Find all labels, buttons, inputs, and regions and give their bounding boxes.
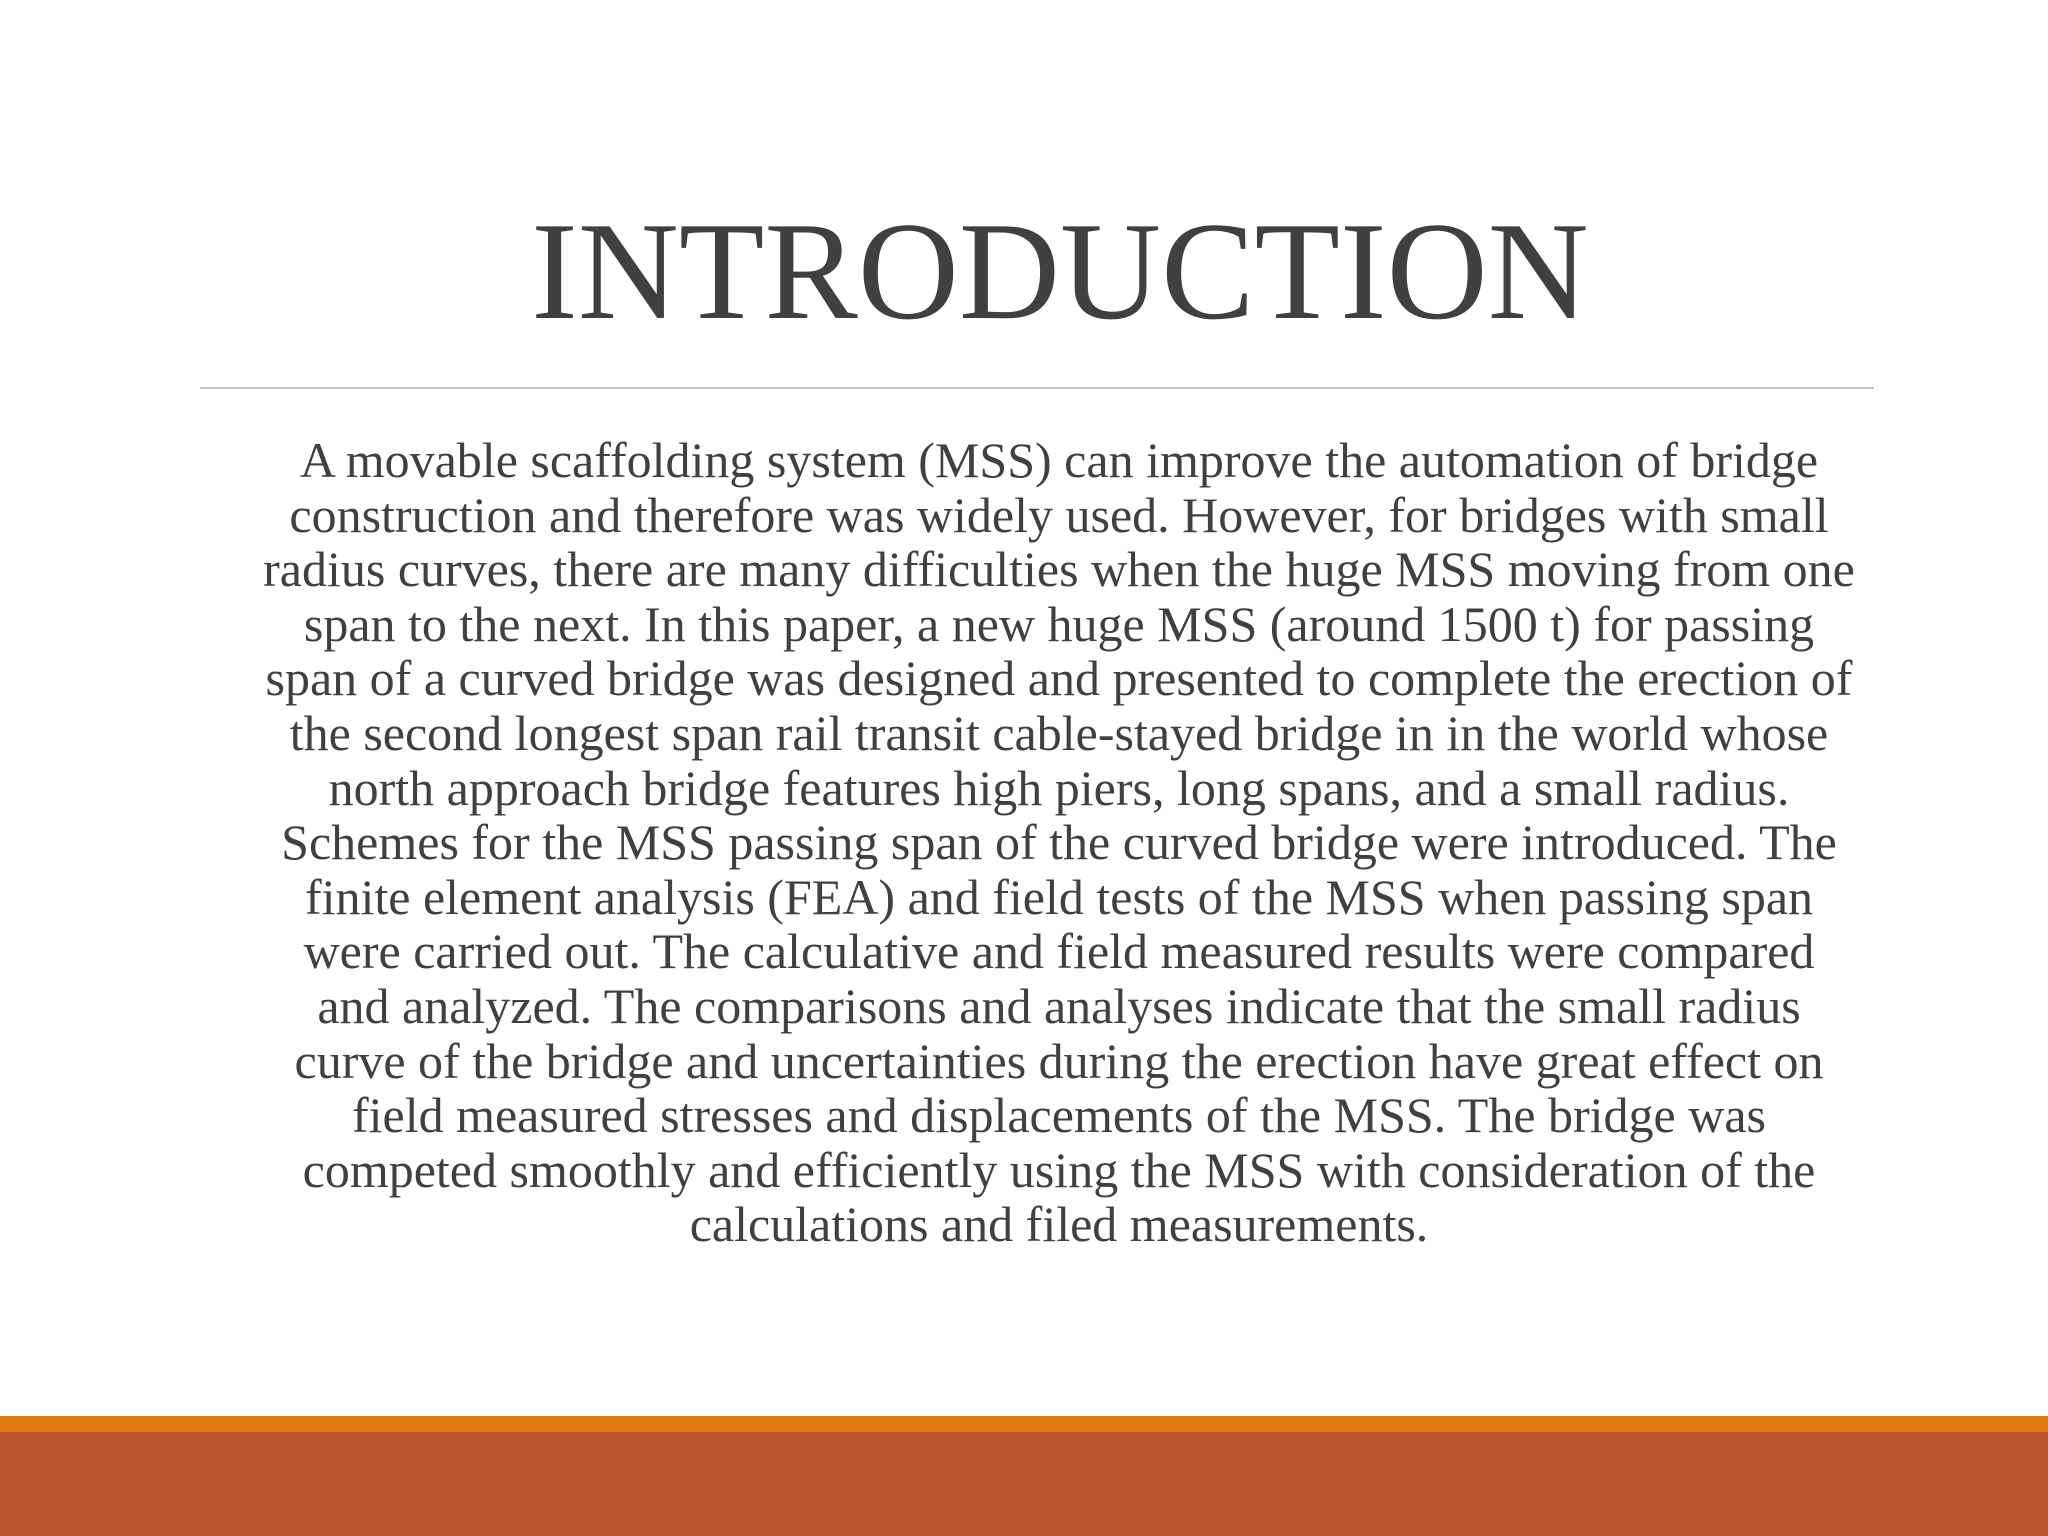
footer-band <box>0 1432 2048 1536</box>
title-divider <box>200 387 1874 389</box>
slide-body-text: A movable scaffolding system (MSS) can improve the automation of bridge construction and therefore was widely used. However, for bridges with small radius curves, there are many difficulties when the huge MSS moving from one span to the next. In this paper, a new huge MSS (around 1500 t) for passing span of a curved bridge was designed and presented to complete the erection of the second longest span rail transit cable-stayed bridge in in the world whose north approach bridge features high piers, long spans, and a small radius. Schemes for the MSS passing span of the curved bridge were introduced. The finite element analysis (FEA) and field tests of the MSS when passing span were carried out. The calculative and field measured results were compared and analyzed. The comparisons and analyses indicate that the small radius curve of the bridge and uncertainties during the erection have great effect on field measured stresses and displacements of the MSS. The bridge was competed smoothly and efficiently using the MSS with consideration of the calculations and filed measurements. <box>263 432 1855 1253</box>
footer-accent-stripe <box>0 1416 2048 1432</box>
slide-title: INTRODUCTION <box>531 194 1589 349</box>
